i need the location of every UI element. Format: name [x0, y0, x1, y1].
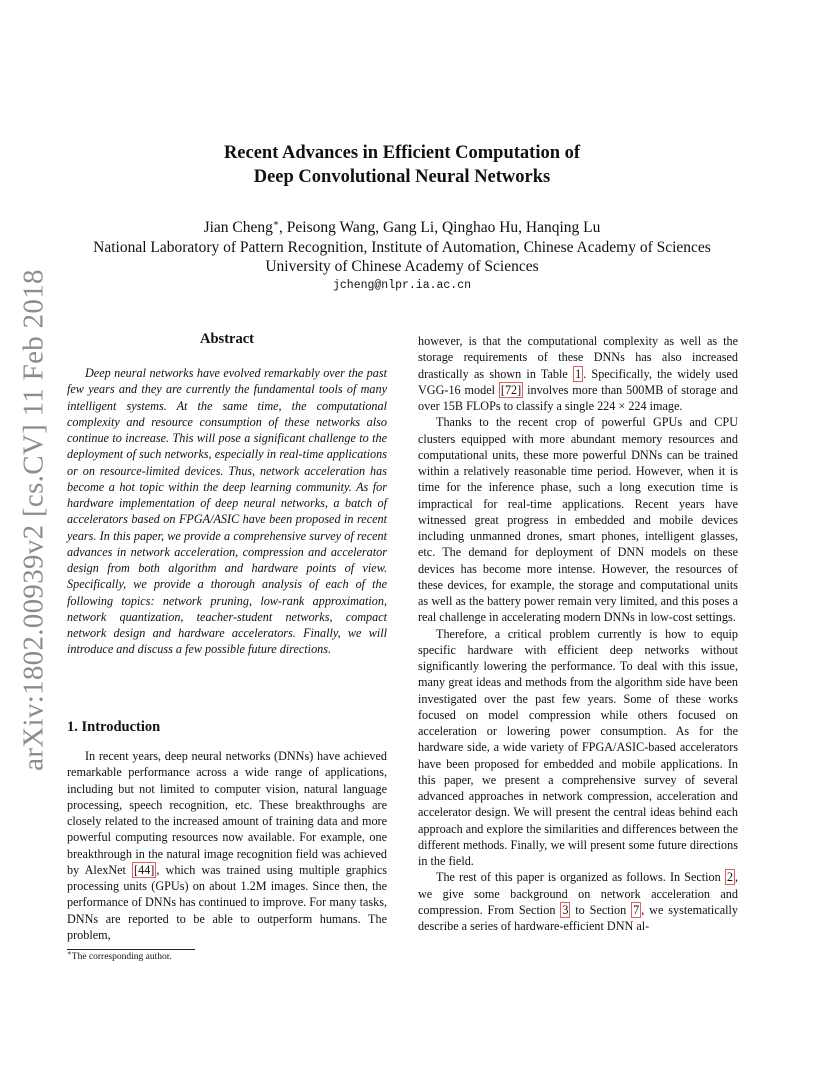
section-ref-link-7[interactable]: 7	[633, 902, 640, 917]
abstract-heading: Abstract	[200, 331, 254, 347]
paper-title	[120, 141, 684, 189]
intro-paragraph-4	[418, 869, 738, 934]
section-ref-link-2[interactable]: 2	[726, 870, 733, 885]
intro-left-column	[67, 748, 387, 943]
citation-link-alexnet[interactable]: [44]	[134, 862, 155, 877]
intro-p4-text-b: , we give some background on network acceleration and compression. From Section	[418, 870, 738, 917]
author-email[interactable]: jcheng@nlpr.ia.ac.cn	[332, 279, 472, 292]
intro-right-column	[418, 333, 738, 934]
affiliation-2: University of Chinese Academy of Sciences	[265, 258, 539, 275]
intro-r1-text-b: . Specifically, the widely used VGG-16 model	[418, 366, 738, 397]
intro-p4-text-c: to Section	[570, 902, 632, 917]
footnote	[67, 948, 172, 962]
affiliation-1: National Laboratory of Pattern Recognition, Institute of Automation, Chinese Academy of Sciences	[93, 238, 711, 256]
intro-paragraph-3: Therefore, a critical problem currently is how to equip specific hardware with efficient deep networks without significantly lowering the performance. To deal with this issue, many great ideas and methods from the algorithm side have been investigated over the past few years. Some of these works focused on model compression while others focused on acceleration or lowering power consumption. As for the hardware side, a wide variety of FPGA/ASIC-based accelerators have been proposed for embedded and mobile applications. In this paper, we present a comprehensive survey of several advanced approaches in network compression, acceleration and accelerator design. We will present the central ideas behind each approach and explore the similarities and differences between the different methods. Finally, we will present some future directions in the field.	[418, 626, 738, 868]
citation-link-vgg[interactable]: [72]	[500, 382, 522, 397]
table-ref-link[interactable]: 1	[575, 366, 582, 381]
section-heading-introduction: 1. Introduction	[67, 719, 161, 735]
section-ref-link-3[interactable]: 3	[562, 902, 569, 917]
corresponding-author-mark: ∗	[272, 217, 280, 228]
author-block	[60, 218, 744, 277]
corresponding-author: Jian Cheng	[203, 219, 273, 236]
abstract-body	[67, 365, 387, 658]
footnote-mark: ∗	[67, 948, 72, 957]
intro-p1-text-a: In recent years, deep neural networks (DNNs) have achieved remarkable performance across a wide range of applications, including but not limited to computer vision, natural language processing, speech recognition, etc. These breakthroughs are closely related to the increased amount of training data and more powerful computing resources now available. For example, one breakthrough in the natural image recognition field was achieved by AlexNet	[67, 749, 387, 877]
intro-p4-text-a: The rest of this paper is organized as follows. In Section	[436, 870, 725, 885]
intro-paragraph-1	[67, 748, 387, 943]
abstract-text: Deep neural networks have evolved remarkably over the past few years and they are currently the fundamental tools of many intelligent systems. At the same time, the computational complexity and resource consumption of these networks also continue to increase. This will pose a significant challenge to the deployment of such networks, especially in real-time applications or on resource-limited devices. Thus, network acceleration has become a hot topic within the deep learning community. As for hardware implementation of deep neural networks, a batch of accelerators based on FPGA/ASIC have been proposed in recent years. In this paper, we provide a comprehensive survey of recent advances in network acceleration, compression and accelerator design from both algorithm and hardware points of view. Specifically, we provide a thorough analysis of each of the following topics: network pruning, low-rank approximation, network quantization, teacher-student networks, compact network design and hardware accelerators. Finally, we will introduce and discuss a few possible future directions.	[67, 366, 387, 657]
title-line-1: Recent Advances in Efficient Computation of	[223, 143, 581, 163]
intro-paragraph-2: Thanks to the recent crop of powerful GPUs and CPU clusters equipped with more abundant memory resources and computational units, these more powerful DNNs can be trained within a relatively reasonable time period. However, when it is time for the inference phase, such a long execution time is impractical for real-time applications. Recent years have witnessed great progress in embedded and mobile devices including unmanned drones, smart phones, intelligent glasses, etc. The demand for deployment of DNN models on these devices has become more intense. However, the resources of these devices, for example, the storage and computational units as well as the battery power remain very limited, and this poses a real challenge in accelerating modern DNNs in low-cost settings.	[418, 415, 738, 625]
footnote-text: The corresponding author.	[71, 952, 172, 962]
intro-p1-text-b: , which was trained using multiple graphics processing units (GPUs) on about 1.2M images. Since then, the performance of DNNs has continued to improve. For many tasks, DNNs are reported to be able to outperform humans. The problem,	[67, 862, 387, 942]
intro-paragraph-1-cont	[418, 333, 738, 414]
title-line-2: Deep Convolutional Neural Networks	[253, 167, 551, 187]
coauthors: , Peisong Wang, Gang Li, Qinghao Hu, Hanqing Lu	[279, 219, 601, 236]
footnote-rule	[67, 949, 195, 950]
arxiv-stamp: arXiv:1802.00939v2 [cs.CV] 11 Feb 2018	[17, 269, 50, 771]
intro-r1-text-c: involves more than 500MB of storage and over 15B FLOPs to classify a single 224 × 224 image.	[418, 382, 738, 413]
intro-p4-text-d: , we systematically describe a series of hardware-efficient DNN al-	[418, 902, 739, 933]
author-list	[60, 218, 744, 238]
intro-r1-text-a: however, is that the computational complexity as well as the storage requirements of these DNNs has also increased drastically as shown in Table	[418, 334, 738, 381]
